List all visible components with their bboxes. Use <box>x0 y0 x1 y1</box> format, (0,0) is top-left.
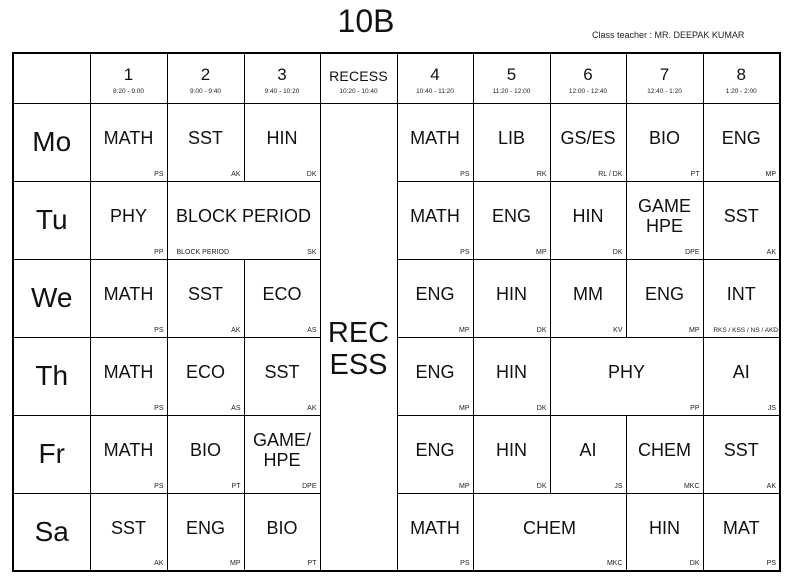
day-row-tuesday <box>13 181 780 259</box>
lesson-cell <box>167 103 244 181</box>
lesson-cell <box>550 259 626 337</box>
teacher-code: PT <box>307 560 317 567</box>
period-time: 10:20 - 10:40 <box>339 87 378 95</box>
subject-name: ECO <box>185 362 225 382</box>
teacher-code: RK <box>536 170 547 178</box>
period-header <box>167 53 244 103</box>
block-period-cell <box>167 181 320 259</box>
teacher-code: AK <box>307 404 317 412</box>
subject-name: ENG <box>491 206 531 226</box>
teacher-code: DPE <box>302 482 317 490</box>
class-teacher-label: Class teacher : MR. DEEPAK KUMAR <box>592 30 745 40</box>
lesson-cell <box>90 337 167 415</box>
period-number: 5 <box>506 64 517 84</box>
teacher-code: PS <box>154 326 164 334</box>
lesson-cell <box>703 259 780 337</box>
lesson-cell <box>90 493 167 571</box>
teacher-code: JS <box>614 482 623 490</box>
subject-name: AI <box>732 362 750 382</box>
lesson-cell <box>473 181 550 259</box>
teacher-code: RKS / KSS / NS / AKD <box>713 326 778 334</box>
teacher-code: PS <box>460 560 470 567</box>
subject-name: PHY <box>607 362 645 382</box>
period-number: 3 <box>277 64 287 84</box>
subject-name: ENG <box>415 284 455 304</box>
lesson-cell <box>550 181 626 259</box>
period-time: 12:00 - 12:40 <box>568 87 608 95</box>
subject-name: LIB <box>497 128 526 148</box>
subject-name: BIO <box>266 517 298 538</box>
teacher-code: DK <box>536 482 547 490</box>
subject-name: SST <box>187 284 223 304</box>
period-number: 1 <box>123 64 134 84</box>
day-label: Fr <box>13 415 90 493</box>
day-label: Sa <box>13 493 90 571</box>
subject-name: HIN <box>649 517 680 538</box>
period-header <box>703 53 780 103</box>
lesson-cell <box>473 259 550 337</box>
teacher-code: PS <box>154 404 164 412</box>
subject-name: ENG <box>415 362 455 382</box>
recess-header <box>320 53 397 103</box>
subject-name: SST <box>723 206 759 226</box>
recess-block-label: REC ESS <box>327 316 390 381</box>
day-label: We <box>13 259 90 337</box>
subject-name: BIO <box>189 440 221 460</box>
lesson-cell <box>244 103 320 181</box>
lesson-cell <box>167 259 244 337</box>
lesson-cell <box>244 337 320 415</box>
lesson-cell <box>473 337 550 415</box>
lesson-cell <box>90 103 167 181</box>
lesson-cell <box>626 181 703 259</box>
teacher-code: DPE <box>685 248 700 256</box>
teacher-code: MP <box>689 326 700 334</box>
day-label: Mo <box>13 103 90 181</box>
lesson-cell <box>90 259 167 337</box>
subject-name: ECO <box>262 284 302 304</box>
subject-name: MATH <box>103 362 154 382</box>
lesson-cell <box>397 337 473 415</box>
lesson-cell <box>90 415 167 493</box>
class-title: 10B <box>337 3 395 39</box>
subject-name: SST <box>110 517 146 538</box>
subject-name: HIN <box>572 206 604 226</box>
teacher-code: AK <box>154 560 164 567</box>
teacher-code: DK <box>612 248 623 256</box>
lesson-cell <box>626 415 703 493</box>
teacher-code: PS <box>154 170 164 178</box>
period-time: 9:00 - 9:40 <box>189 87 222 95</box>
day-label: Tu <box>13 181 90 259</box>
lesson-cell <box>397 415 473 493</box>
subject-name: MM <box>573 284 603 304</box>
subject-name: AI <box>579 440 597 460</box>
teacher-code: PS <box>154 482 164 490</box>
teacher-code: PT <box>231 482 241 490</box>
teacher-code: MP <box>765 170 776 178</box>
day-row-wednesday <box>13 259 780 337</box>
subject-name: HIN <box>496 440 527 460</box>
period-time: 9:40 - 10:20 <box>264 87 300 95</box>
lesson-cell <box>167 337 244 415</box>
teacher-code: AK <box>231 326 241 334</box>
subject-name: PHY <box>109 206 147 226</box>
lesson-cell <box>397 181 473 259</box>
subject-name: MATH <box>103 284 154 304</box>
teacher-code: MP <box>536 248 547 256</box>
subject-name: BIO <box>648 128 680 148</box>
lesson-cell <box>703 415 780 493</box>
lesson-cell <box>167 415 244 493</box>
teacher-code: PP <box>690 404 700 412</box>
period-time: 10:40 - 11:20 <box>416 87 454 95</box>
period-time: 11:20 - 12:00 <box>492 87 531 95</box>
teacher-code: MP <box>459 482 470 490</box>
teacher-code: DK <box>536 404 547 412</box>
lesson-cell <box>244 415 320 493</box>
teacher-code: PT <box>690 170 700 178</box>
lesson-cell <box>473 415 550 493</box>
lesson-cell <box>626 259 703 337</box>
teacher-code: DK <box>689 560 700 567</box>
period-number: 7 <box>659 64 670 84</box>
double-lesson-cell <box>550 337 703 415</box>
corner-cell <box>13 53 90 103</box>
subject-name: HIN <box>266 128 298 148</box>
teacher-code: PS <box>460 170 470 178</box>
teacher-code: KV <box>613 326 623 334</box>
lesson-cell <box>167 493 244 571</box>
teacher-code: DK <box>306 170 317 178</box>
teacher-code: PS <box>460 248 470 256</box>
lesson-cell <box>90 181 167 259</box>
teacher-code: AK <box>766 248 776 256</box>
subject-name: ENG <box>644 284 684 304</box>
subject-name: MATH <box>103 128 154 148</box>
period-header <box>90 53 167 103</box>
teacher-code: AS <box>231 404 241 412</box>
teacher-code: MP <box>459 404 470 412</box>
day-row-monday <box>13 103 780 181</box>
subject-name: SST <box>264 362 300 382</box>
lesson-cell <box>703 103 780 181</box>
subject-name: INT <box>726 284 756 304</box>
lesson-cell <box>244 259 320 337</box>
period-number: 2 <box>200 64 211 84</box>
lesson-cell <box>397 493 473 571</box>
teacher-code: SK <box>307 248 317 256</box>
subject-name: ENG <box>721 128 761 148</box>
subject-name: CHEM <box>523 517 576 538</box>
subject-name: CHEM <box>638 440 691 460</box>
lesson-cell <box>550 103 626 181</box>
lesson-cell <box>397 259 473 337</box>
subject-name: SST <box>723 440 759 460</box>
teacher-code: AK <box>231 170 241 178</box>
subject-name: MAT <box>722 517 760 538</box>
lesson-cell <box>626 493 703 571</box>
teacher-code: RL / DK <box>598 170 623 178</box>
teacher-code: MP <box>230 560 241 567</box>
subject-name: HIN <box>496 284 527 304</box>
subject-name: HIN <box>496 362 527 382</box>
block-period-note: BLOCK PERIOD <box>176 248 230 256</box>
teacher-code: JS <box>767 404 776 412</box>
period-header <box>473 53 550 103</box>
day-row-friday <box>13 415 780 493</box>
period-time: 8:20 - 9:00 <box>112 87 145 95</box>
period-header <box>550 53 626 103</box>
period-header-row <box>13 53 780 103</box>
subject-name: MATH <box>410 128 460 148</box>
period-number: 6 <box>583 64 593 84</box>
lesson-cell <box>703 181 780 259</box>
timetable <box>12 52 781 572</box>
subject-name: GS/ES <box>560 128 616 148</box>
period-time: 1:20 - 2:00 <box>725 87 757 95</box>
subject-name: ENG <box>415 440 455 460</box>
lesson-cell <box>703 337 780 415</box>
day-row-saturday <box>13 493 780 571</box>
period-header <box>626 53 703 103</box>
day-row-thursday <box>13 337 780 415</box>
lesson-cell <box>550 415 626 493</box>
lesson-cell <box>703 493 780 571</box>
subject-name: MATH <box>103 440 154 460</box>
lesson-cell <box>244 493 320 571</box>
subject-name: GAME/ HPE <box>252 430 311 470</box>
double-lesson-cell <box>473 493 626 571</box>
teacher-code: MKC <box>683 482 700 490</box>
subject-name: BLOCK PERIOD <box>175 206 312 226</box>
teacher-code: PS <box>766 560 776 567</box>
recess-column <box>320 103 397 571</box>
teacher-code: AK <box>766 482 776 490</box>
period-number: 4 <box>430 64 440 84</box>
subject-name: GAME HPE <box>637 196 691 236</box>
period-number: 8 <box>736 64 746 84</box>
period-time: 12:40 - 1:20 <box>647 87 682 95</box>
teacher-code: MKC <box>606 560 623 567</box>
teacher-code: AS <box>307 326 317 334</box>
lesson-cell <box>473 103 550 181</box>
lesson-cell <box>397 103 473 181</box>
subject-name: MATH <box>410 517 460 538</box>
teacher-code: DK <box>536 326 547 334</box>
subject-name: SST <box>187 128 223 148</box>
teacher-code: MP <box>459 326 470 334</box>
lesson-cell <box>626 103 703 181</box>
subject-name: MATH <box>410 206 460 226</box>
period-header <box>397 53 473 103</box>
day-label: Th <box>13 337 90 415</box>
period-header <box>244 53 320 103</box>
subject-name: ENG <box>185 517 225 538</box>
recess-label: RECESS <box>329 67 388 84</box>
teacher-code: PP <box>154 248 164 256</box>
